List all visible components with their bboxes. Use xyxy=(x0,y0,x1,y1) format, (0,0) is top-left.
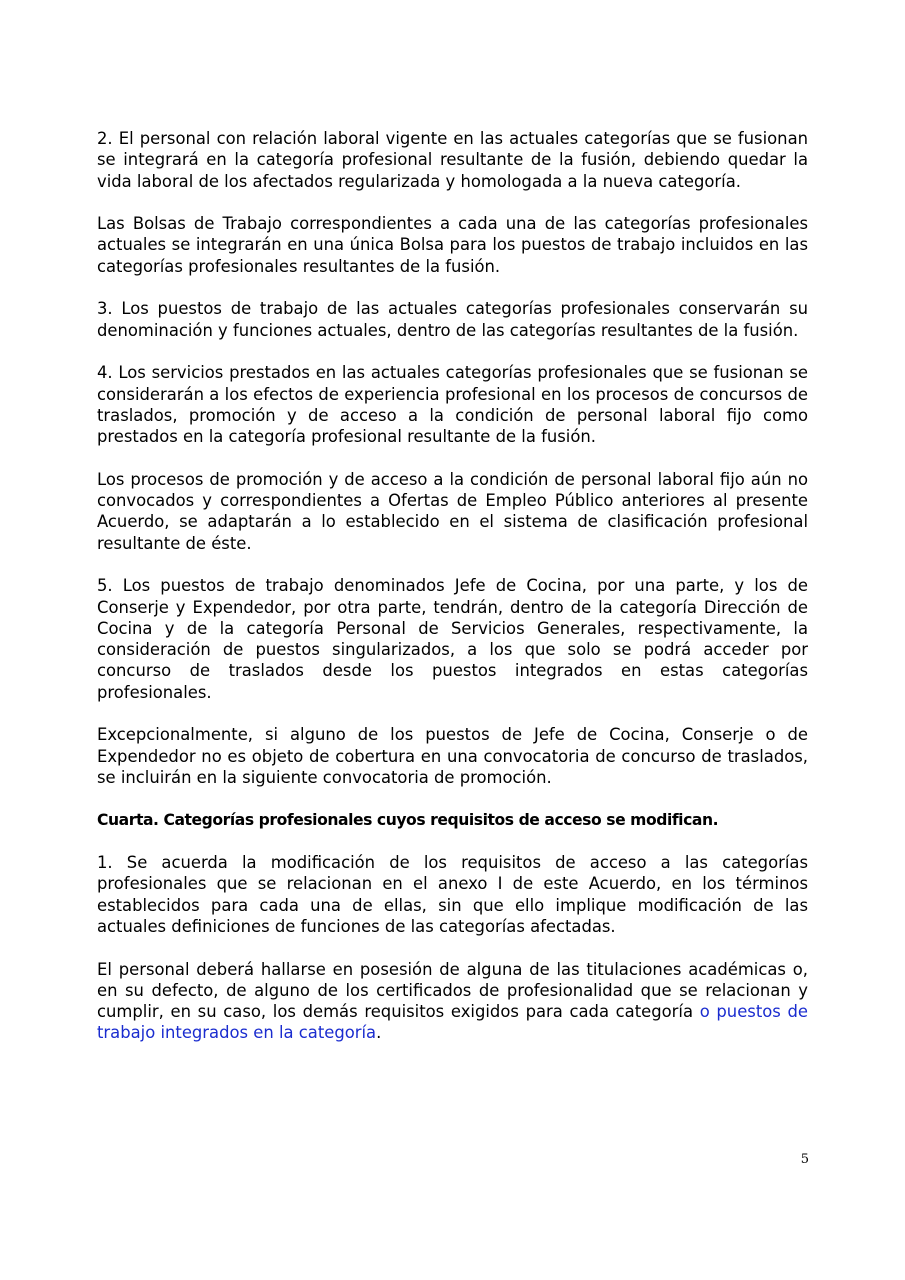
paragraph-5-jefe-de-cocina: 5. Los puestos de trabajo denominados Jefe de Cocina, por una parte, y los de Conserje y Expendedor, por otra parte, tendrán, dentro de la categoría Dirección de Cocina y de la categoría Personal de Servicios Generales, respectivamente, la consideración de puestos singularizados, a los que solo se podrá acceder por concurso de traslados desde los puestos integrados en estas categorías profesionales. xyxy=(97,576,808,702)
paragraph-4-servicios-prestados: 4. Los servicios prestados en las actuales categorías profesionales que se fusionan se considerarán a los efectos de experiencia profesional en los procesos de concursos de traslados, promoción y de acceso a la condición de personal laboral fijo como prestados en la categoría profesional resultante de la fusión. xyxy=(97,363,808,447)
paragraph-3-puestos-de-trabajo: 3. Los puestos de trabajo de las actuales categorías profesionales conservarán su denominación y funciones actuales, dentro de las categorías resultantes de la fusión. xyxy=(97,299,808,340)
document-page xyxy=(97,128,808,1065)
paragraph-1-modificacion-requisitos: 1. Se acuerda la modificación de los requisitos de acceso a las categorías profesionales que se relacionan en el anexo I de este Acuerdo, en los términos establecidos para cada una de ellas, sin que ello implique modificación de las actuales definiciones de funciones de las categorías afectadas. xyxy=(97,853,808,936)
paragraph-procesos-de-promocion: Los procesos de promoción y de acceso a la condición de personal laboral fijo aún no convocados y correspondientes a Ofertas de Empleo Público anteriores al presente Acuerdo, se adaptarán a lo establecido en el sistema de clasificación profesional resultante de éste. xyxy=(97,469,808,553)
page-number: 5 xyxy=(800,1152,809,1167)
paragraph-excepcionalmente: Excepcionalmente, si alguno de los puestos de Jefe de Cocina, Conserje o de Expendedor no es objeto de cobertura en una convocatoria de concurso de traslados, se incluirán en la siguiente convocatoria de promoción. xyxy=(97,725,808,787)
paragraph-titulaciones xyxy=(97,959,808,1044)
paragraph-text-before: El personal deberá hallarse en posesión de alguna de las titulaciones académicas o, en su defecto, de alguno de los certificados de profesionalidad que se relacionan y cumplir, en su caso, los demás requisitos exigidos para cada categoría xyxy=(97,959,808,1022)
paragraph-text-after: . xyxy=(376,1023,382,1043)
highlighted-text: o puestos de trabajo integrados en la categoría xyxy=(97,1002,808,1043)
paragraph-2-personal-laboral: 2. El personal con relación laboral vigente en las actuales categorías que se fusionan se integrará en la categoría profesional resultante de la fusión, debiendo quedar la vida laboral de los afectados regularizada y homologada a la nueva categoría. xyxy=(97,129,808,191)
paragraph-bolsas-de-trabajo: Las Bolsas de Trabajo correspondientes a cada una de las categorías profesionales actuales se integrarán en una única Bolsa para los puestos de trabajo incluidos en las categorías profesionales resultantes de la fusión. xyxy=(97,214,808,276)
section-heading-cuarta: Cuarta. Categorías profesionales cuyos requisitos de acceso se modifican. xyxy=(97,810,719,829)
